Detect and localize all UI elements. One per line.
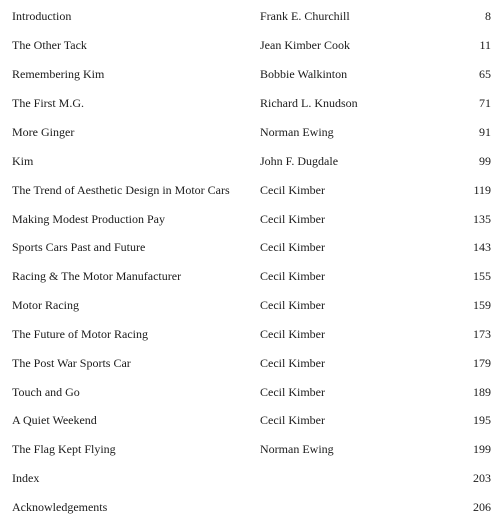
toc-entry [0, 497, 500, 517]
toc-entry [0, 35, 500, 55]
entry-page: 203 [473, 471, 491, 485]
entry-page: 179 [473, 356, 491, 370]
entry-author: Cecil Kimber [260, 327, 325, 341]
entry-page: 173 [473, 327, 491, 341]
entry-title: Index [12, 471, 40, 485]
entry-author: Cecil Kimber [260, 269, 325, 283]
toc-entry [0, 324, 500, 344]
entry-author: Cecil Kimber [260, 356, 325, 370]
entry-author: Bobbie Walkinton [260, 67, 348, 81]
entry-page: 71 [479, 96, 491, 110]
entry-page: 65 [479, 67, 491, 81]
toc-entry [0, 382, 500, 402]
toc-entry [0, 64, 500, 84]
entry-title: The Other Tack [12, 38, 87, 52]
entry-page: 11 [479, 38, 491, 52]
toc-entry [0, 93, 500, 113]
entry-author: Norman Ewing [260, 442, 334, 456]
toc-entry [0, 122, 500, 142]
toc-entry [0, 151, 500, 171]
toc-entry [0, 266, 500, 286]
toc-entry [0, 237, 500, 257]
entry-title: The Post War Sports Car [12, 356, 131, 370]
entry-title: Motor Racing [12, 298, 79, 312]
toc-entry [0, 6, 500, 26]
toc-entry [0, 295, 500, 315]
entry-author: Cecil Kimber [260, 385, 325, 399]
entry-title: Kim [12, 154, 34, 168]
entry-author: Cecil Kimber [260, 183, 325, 197]
toc-entry [0, 410, 500, 430]
entry-page: 159 [473, 298, 491, 312]
entry-title: Racing & The Motor Manufacturer [12, 269, 182, 283]
entry-title: Remembering Kim [12, 67, 105, 81]
entry-title: The Trend of Aesthetic Design in Motor Cars [12, 183, 230, 197]
entry-page: 8 [485, 9, 491, 23]
entry-title: The First M.G. [12, 96, 84, 110]
entry-author: Richard L. Knudson [260, 96, 358, 110]
entry-page: 189 [473, 385, 491, 399]
entry-page: 119 [473, 183, 491, 197]
entry-author: John F. Dugdale [260, 154, 339, 168]
entry-page: 155 [473, 269, 491, 283]
entry-page: 206 [473, 500, 491, 514]
entry-title: The Future of Motor Racing [12, 327, 148, 341]
entry-author: Cecil Kimber [260, 212, 325, 226]
toc-entry [0, 439, 500, 459]
entry-page: 199 [473, 442, 491, 456]
toc-entry [0, 468, 500, 488]
entry-title: Touch and Go [12, 385, 80, 399]
entry-title: Sports Cars Past and Future [12, 240, 146, 254]
entry-title: The Flag Kept Flying [12, 442, 116, 456]
entry-author: Cecil Kimber [260, 413, 325, 427]
entry-author: Frank E. Churchill [260, 9, 350, 23]
entry-author: Norman Ewing [260, 125, 334, 139]
entry-page: 195 [473, 413, 491, 427]
entry-title: More Ginger [12, 125, 75, 139]
entry-author: Jean Kimber Cook [260, 38, 350, 52]
entry-author: Cecil Kimber [260, 240, 325, 254]
toc-entry [0, 180, 500, 200]
toc-entry [0, 353, 500, 373]
entry-page: 99 [479, 154, 491, 168]
entry-title: Introduction [12, 9, 72, 23]
toc-entry [0, 209, 500, 229]
entry-page: 135 [473, 212, 491, 226]
entry-author: Cecil Kimber [260, 298, 325, 312]
entry-page: 91 [479, 125, 491, 139]
entry-page: 143 [473, 240, 491, 254]
entry-title: A Quiet Weekend [12, 413, 97, 427]
entry-title: Acknowledgements [12, 500, 108, 514]
entry-title: Making Modest Production Pay [12, 212, 165, 226]
